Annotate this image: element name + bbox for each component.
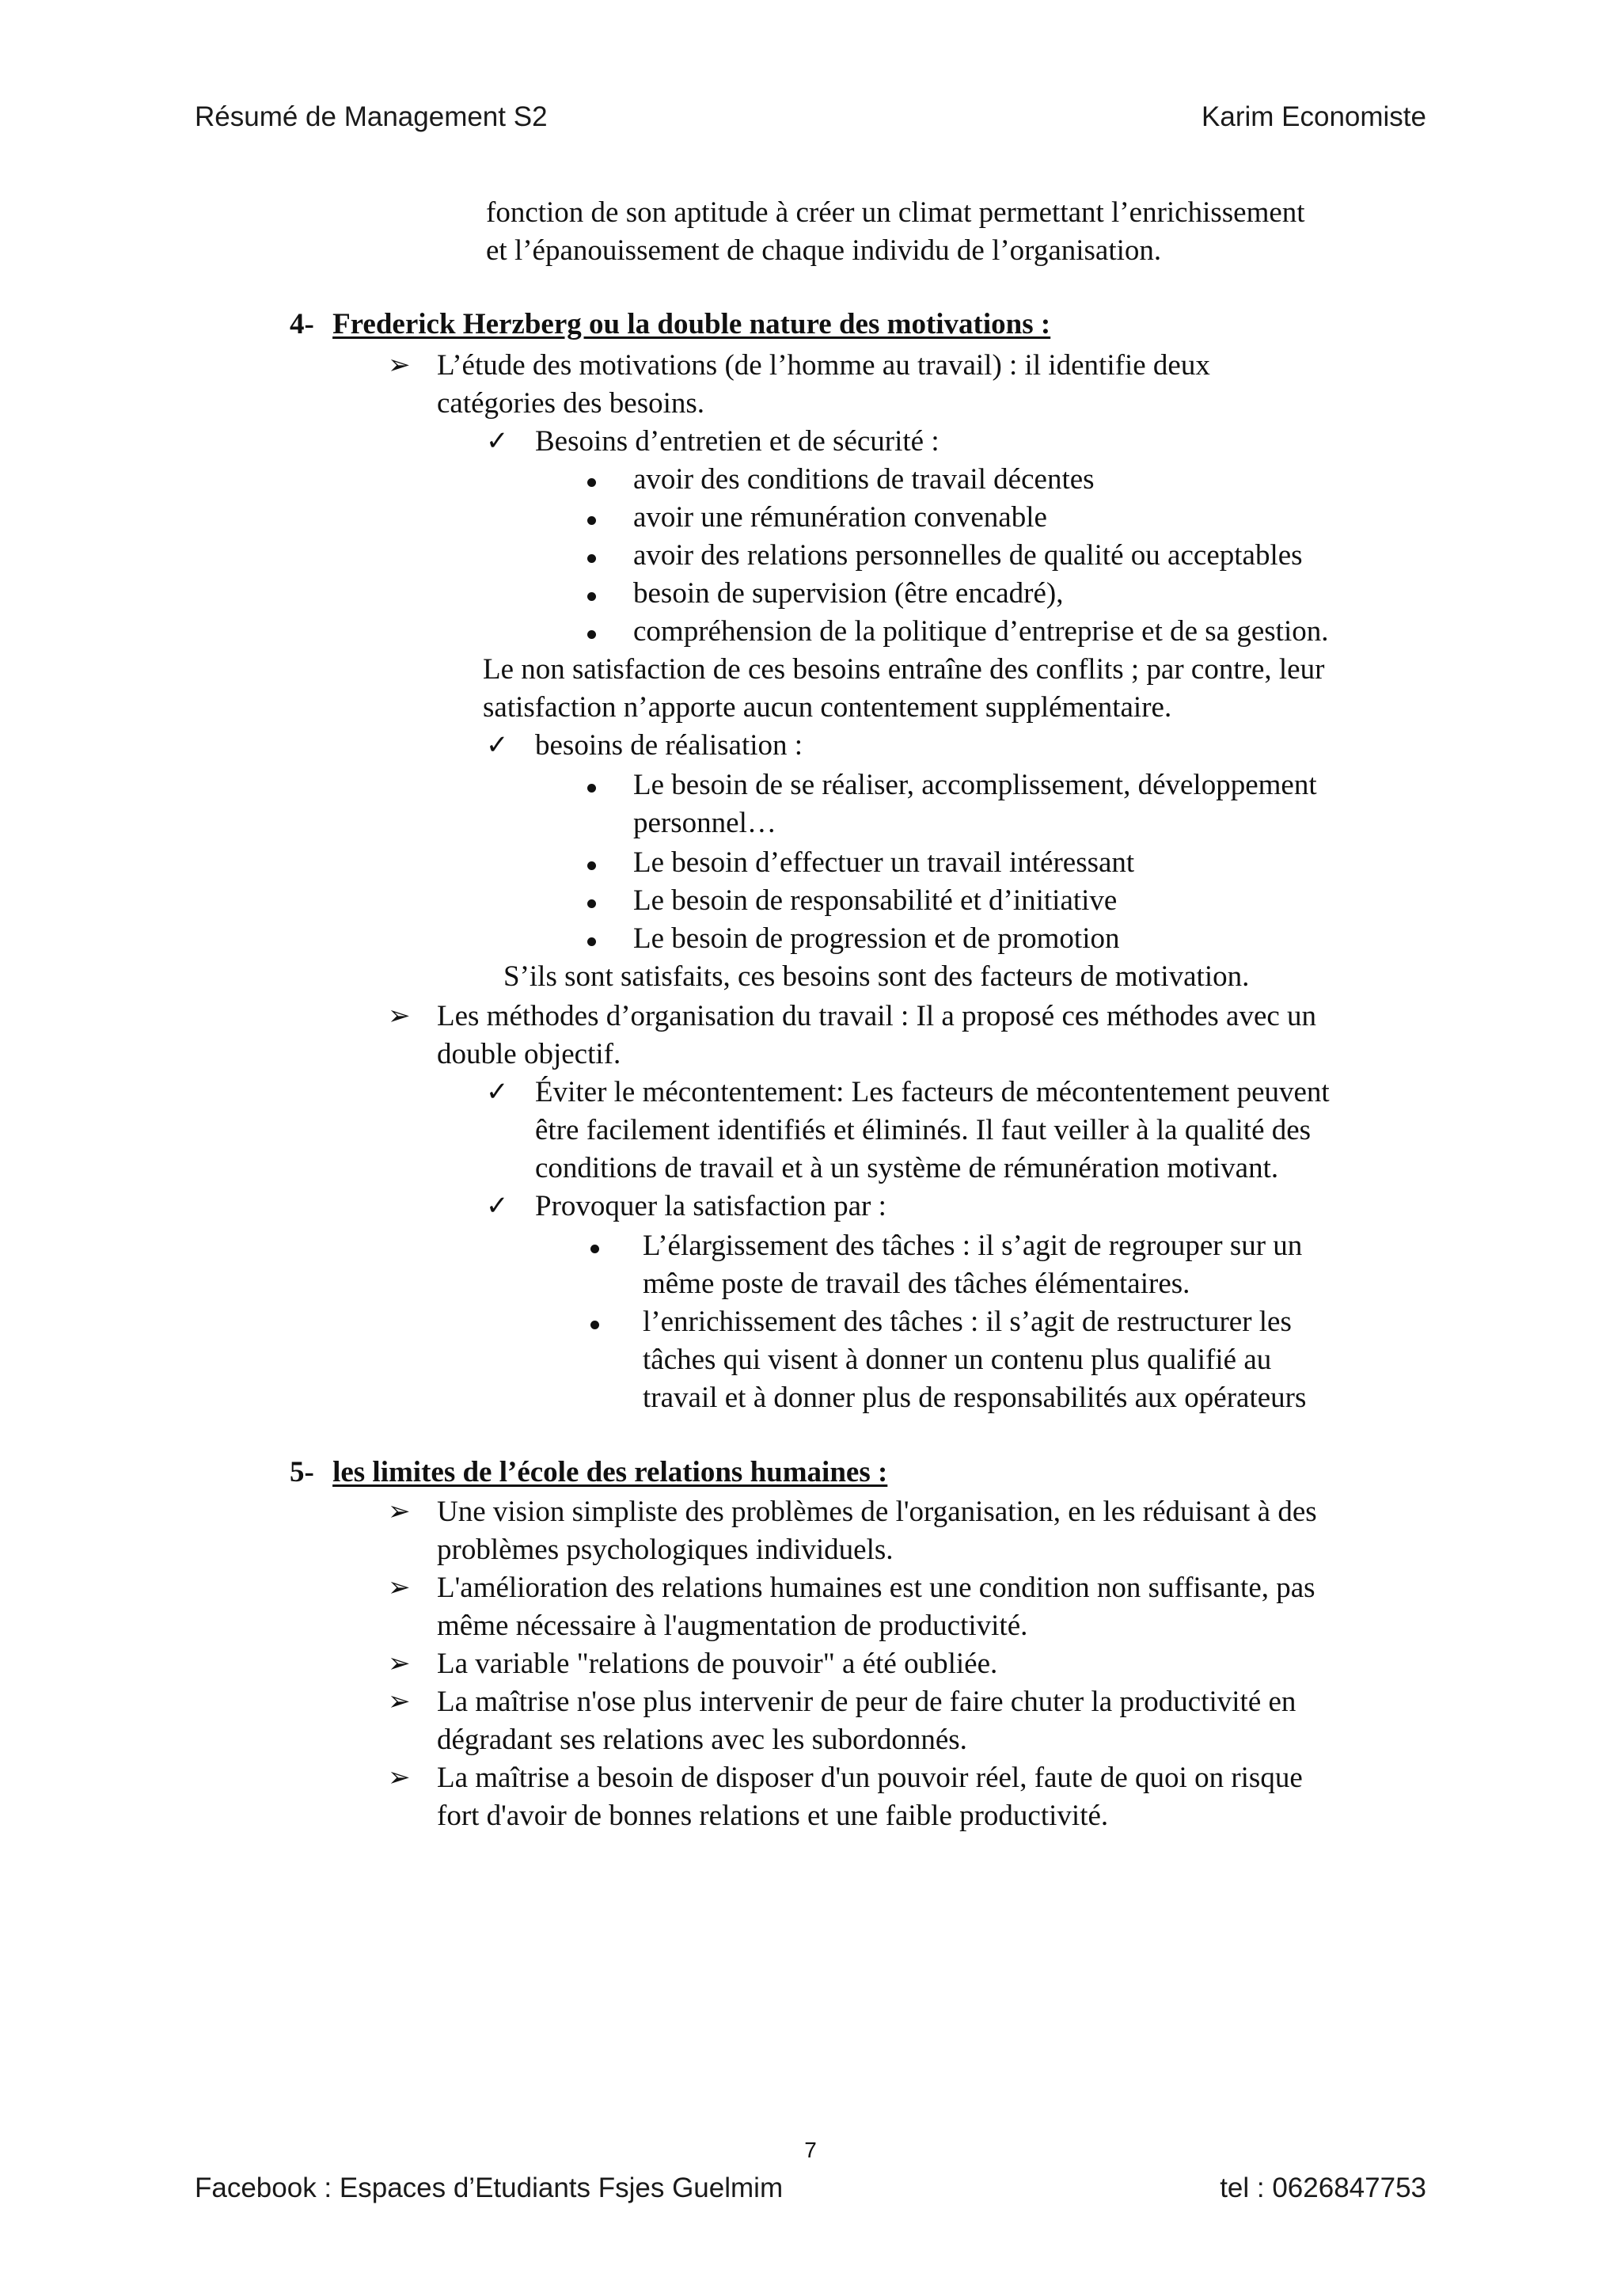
list-item: Éviter le mécontentement: Les facteurs de mécontentement peuvent xyxy=(535,1076,1330,1108)
list-item: conditions de travail et à un système de rémunération motivant. xyxy=(535,1152,1279,1184)
bullet-dot-icon xyxy=(587,554,596,563)
list-item: La maîtrise n'ose plus intervenir de peur de faire chuter la productivité en xyxy=(437,1686,1296,1718)
list-item: La variable "relations de pouvoir" a été oubliée. xyxy=(437,1648,998,1680)
list-item: même nécessaire à l'augmentation de productivité. xyxy=(437,1610,1028,1642)
bullet-dot-icon xyxy=(587,592,596,601)
list-item: Provoquer la satisfaction par : xyxy=(535,1190,886,1222)
section-4-title: Frederick Herzberg ou la double nature des motivations : xyxy=(332,308,1051,340)
list-item: Une vision simpliste des problèmes de l'organisation, en les réduisant à des xyxy=(437,1496,1317,1528)
page-header xyxy=(195,101,1426,133)
list-item: Les méthodes d’organisation du travail : Il a proposé ces méthodes avec un xyxy=(437,1000,1317,1032)
list-item: avoir une rémunération convenable xyxy=(633,501,1047,534)
list-item: fort d'avoir de bonnes relations et une faible productivité. xyxy=(437,1800,1109,1832)
section-4-number: 4- xyxy=(290,308,314,340)
list-item: avoir des conditions de travail décentes xyxy=(633,463,1095,496)
bullet-dot-icon xyxy=(587,478,596,487)
list-item: double objectif. xyxy=(437,1038,621,1070)
intro-line: et l’épanouissement de chaque individu de l’organisation. xyxy=(486,234,1162,267)
section-5-number: 5- xyxy=(290,1456,314,1488)
arrow-bullet-icon: ➢ xyxy=(388,1687,411,1716)
bullet-dot-icon xyxy=(587,899,596,908)
list-item: compréhension de la politique d’entreprise et de sa gestion. xyxy=(633,615,1329,648)
list-item: Le besoin de se réaliser, accomplissement, développement xyxy=(633,769,1317,801)
checkmark-icon: ✓ xyxy=(486,1192,509,1221)
footer-facebook: Facebook : Espaces d’Etudiants Fsjes Guelmim xyxy=(195,2172,784,2203)
section-5-title: les limites de l’école des relations humaines : xyxy=(332,1456,888,1488)
list-item: travail et à donner plus de responsabilités aux opérateurs xyxy=(643,1382,1307,1414)
paragraph-line: satisfaction n’apporte aucun contentement supplémentaire. xyxy=(483,691,1172,724)
list-item: catégories des besoins. xyxy=(437,387,705,420)
list-item: Le besoin d’effectuer un travail intéressant xyxy=(633,846,1135,879)
paragraph-line: Le non satisfaction de ces besoins entraîne des conflits ; par contre, leur xyxy=(483,653,1325,686)
paragraph-line: S’ils sont satisfaits, ces besoins sont des facteurs de motivation. xyxy=(503,960,1250,993)
checkmark-icon: ✓ xyxy=(486,731,509,760)
bullet-dot-icon xyxy=(587,937,596,946)
bullet-dot-icon xyxy=(587,861,596,870)
list-item: L'amélioration des relations humaines est une condition non suffisante, pas xyxy=(437,1572,1315,1604)
bullet-dot-icon xyxy=(587,784,596,793)
checkmark-icon: ✓ xyxy=(486,1078,509,1107)
list-item: dégradant ses relations avec les subordonnés. xyxy=(437,1724,967,1756)
list-item: être facilement identifiés et éliminés. Il faut veiller à la qualité des xyxy=(535,1114,1312,1146)
section-5-heading xyxy=(290,1455,887,1489)
footer-phone: tel : 0626847753 xyxy=(1220,2172,1426,2203)
arrow-bullet-icon: ➢ xyxy=(388,1002,411,1031)
checkmark-icon: ✓ xyxy=(486,427,509,456)
arrow-bullet-icon: ➢ xyxy=(388,1497,411,1526)
intro-line: fonction de son aptitude à créer un climat permettant l’enrichissement xyxy=(486,196,1305,229)
bullet-dot-icon xyxy=(590,1321,599,1329)
list-item: La maîtrise a besoin de disposer d'un pouvoir réel, faute de quoi on risque xyxy=(437,1762,1303,1794)
page-footer xyxy=(195,2172,1426,2204)
list-item: même poste de travail des tâches élémentaires. xyxy=(643,1268,1190,1300)
list-item: L’élargissement des tâches : il s’agit de regrouper sur un xyxy=(643,1230,1303,1262)
list-item: Besoins d’entretien et de sécurité : xyxy=(535,425,940,458)
section-4-heading xyxy=(290,307,1050,341)
list-item: l’enrichissement des tâches : il s’agit de restructurer les xyxy=(643,1306,1292,1338)
page-number: 7 xyxy=(804,2138,817,2162)
header-title: Résumé de Management S2 xyxy=(195,101,548,132)
header-author: Karim Economiste xyxy=(1202,101,1426,132)
bullet-dot-icon xyxy=(587,630,596,639)
list-item: Le besoin de progression et de promotion xyxy=(633,922,1120,955)
list-item: besoins de réalisation : xyxy=(535,729,803,762)
list-item: personnel… xyxy=(633,807,776,839)
list-item: avoir des relations personnelles de qualité ou acceptables xyxy=(633,539,1303,572)
arrow-bullet-icon: ➢ xyxy=(388,1573,411,1602)
list-item: L’étude des motivations (de l’homme au travail) : il identifie deux xyxy=(437,349,1210,382)
list-item: problèmes psychologiques individuels. xyxy=(437,1534,894,1566)
arrow-bullet-icon: ➢ xyxy=(388,351,411,380)
arrow-bullet-icon: ➢ xyxy=(388,1649,411,1678)
arrow-bullet-icon: ➢ xyxy=(388,1763,411,1792)
bullet-dot-icon xyxy=(587,516,596,525)
list-item: tâches qui visent à donner un contenu plus qualifié au xyxy=(643,1344,1272,1376)
list-item: Le besoin de responsabilité et d’initiative xyxy=(633,884,1118,917)
bullet-dot-icon xyxy=(590,1245,599,1253)
list-item: besoin de supervision (être encadré), xyxy=(633,577,1064,610)
